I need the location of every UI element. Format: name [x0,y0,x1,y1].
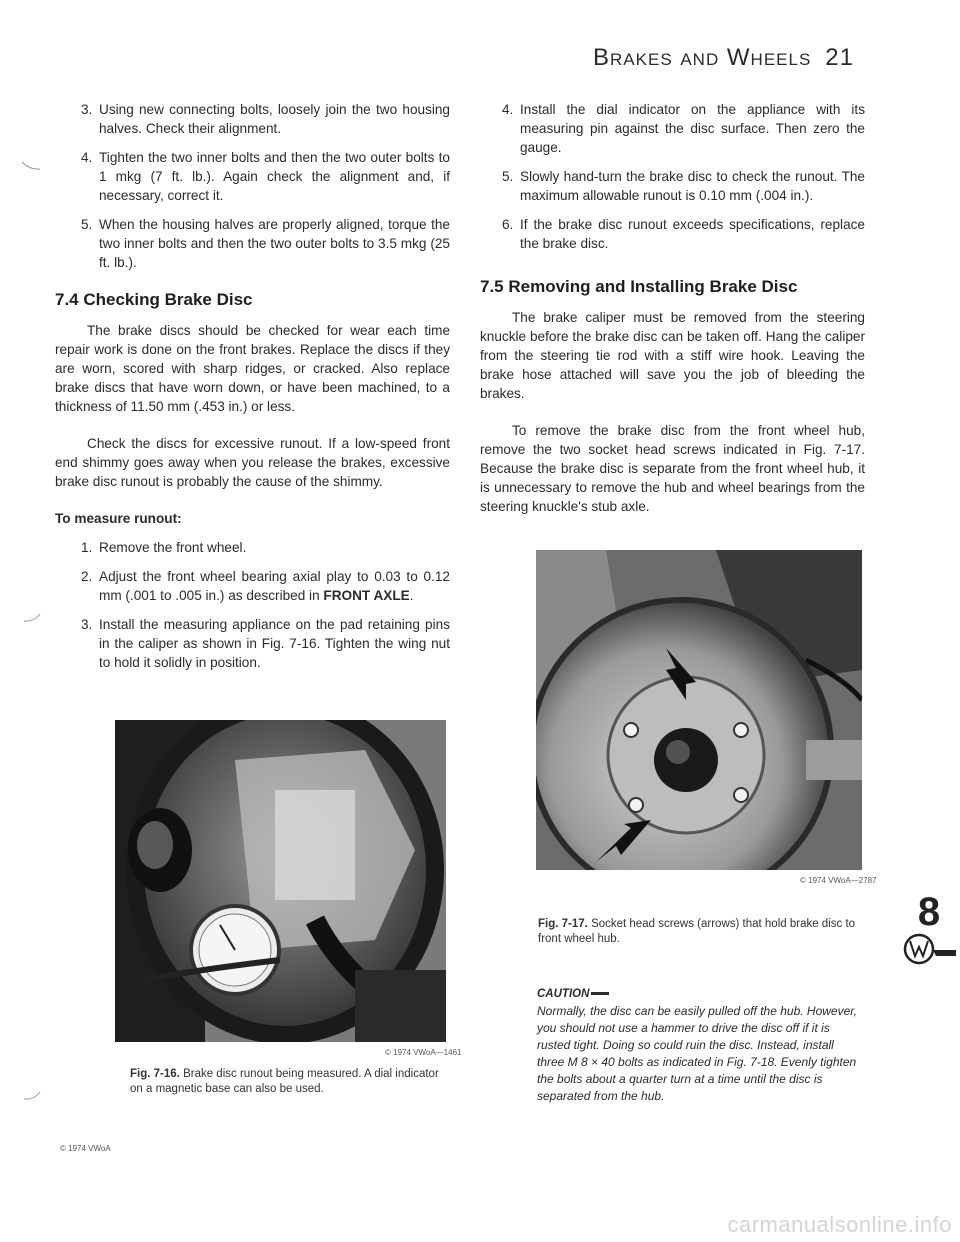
cross-reference: FRONT AXLE [323,588,410,603]
watermark: carmanualsonline.info [727,1212,952,1237]
assembly-steps [55,100,450,272]
photo-credit: © 1974 VWoA—2787 [800,876,877,885]
caution-label: CAUTION [537,988,590,1000]
figure-label: Fig. 7-17. [538,918,588,930]
caution-note [537,985,862,1105]
caution-text: Normally, the disc can be easily pulled off the hub. However, you should not use a hammer to drive the disc off if it is rusted tight. Doing so could ruin the disc. Instead, install three M 8 × 40 bolts as indicated in Fig. 7-18. Evenly tighten the bolts about a quarter turn at a time until the disc is separated from the hub. [537,1004,857,1103]
margin-tick-icon [22,612,44,624]
section-heading-7-4: 7.4 Checking Brake Disc [55,290,253,309]
runout-steps-continued [480,100,865,253]
figure-label: Fig. 7-16. [130,1068,180,1080]
section-number: 8 [917,890,941,934]
section-heading-7-5: 7.5 Removing and Installing Brake Disc [480,277,798,296]
paragraph: To remove the brake disc from the front wheel hub, remove the two socket head screws indicated in Fig. 7-17. Because the brake disc is separate from the front wheel hub, it is unnecessary to remove the hub and wheel bearings from the steering knuckle's stub axle. [480,423,865,514]
page-number: 21 [825,44,854,71]
brake-runout-photo-icon [115,720,446,1042]
figure-7-17-caption: Fig. 7-17. Socket head screws (arrows) that hold brake disc to front wheel hub. [538,918,856,945]
figure-7-16-photo [115,720,446,1042]
list-item: 4. Install the dial indicator on the appliance with its measuring pin against the disc surface. Then zero the gauge. [502,102,865,155]
list-item: 3. Using new connecting bolts, loosely join the two housing halves. Check their alignment. [81,102,450,136]
list-item: 3. Install the measuring appliance on the pad retaining pins in the caliper as shown in Fig. 7-16. Tighten the wing nut to hold it solidly in position. [81,617,450,670]
list-item: 5. When the housing halves are properly aligned, torque the two inner bolts and then the two outer bolts to 3.5 mkg (25 ft. lb.). [81,217,450,270]
left-column [55,100,450,682]
figure-7-16-caption: Fig. 7-16. Brake disc runout being measured. A dial indicator on a magnetic base can also be used. [130,1068,439,1095]
paragraph: The brake discs should be checked for wear each time repair work is done on the front brakes. Replace the discs if they are worn, scored with sharp ridges, or cracked. Also replace brake discs that have worn down, or have been machined, to a thickness of 11.50 mm (.453 in.) or less. [55,323,450,414]
runout-steps [55,538,450,672]
list-item: 4. Tighten the two inner bolts and then the two outer bolts to 1 mkg (7 ft. lb.). Again check the alignment and, if necessary, correct it. [81,150,450,203]
right-column [480,100,865,534]
caution-rule [591,992,609,995]
paragraph: Check the discs for excessive runout. If a low-speed front end shimmy goes away when you release the brakes, excessive brake disc runout is probably the cause of the shimmy. [55,436,450,489]
subheading: To measure runout: [55,511,182,526]
section-tab [902,892,956,971]
vw-logo-icon [902,932,956,966]
photo-credit: © 1974 VWoA—1461 [385,1048,462,1057]
list-item: 5. Slowly hand-turn the brake disc to check the runout. The maximum allowable runout is 0.10 mm (.004 in.). [502,169,865,203]
margin-tick-icon [22,1090,44,1102]
running-head [593,44,854,72]
chapter-title: Brakes and Wheels [593,44,812,71]
copyright-footer: © 1974 VWoA [60,1144,111,1153]
paragraph: The brake caliper must be removed from the steering knuckle before the brake disc can be taken off. Hang the caliper from the steering tie rod with a stiff wire hook. Leaving the brake hose attached will save you the job of bleeding the brakes. [480,310,865,401]
list-item: 6. If the brake disc runout exceeds specifications, replace the brake disc. [502,217,865,251]
brake-disc-hub-photo-icon [536,550,862,870]
list-item: 1. Remove the front wheel. [81,540,247,555]
figure-7-17-photo [536,550,862,870]
list-item: 2. Adjust the front wheel bearing axial play to 0.03 to 0.12 mm (.001 to .005 in.) as described in FRONT AXLE. [81,569,450,603]
margin-tick-icon [20,160,42,172]
